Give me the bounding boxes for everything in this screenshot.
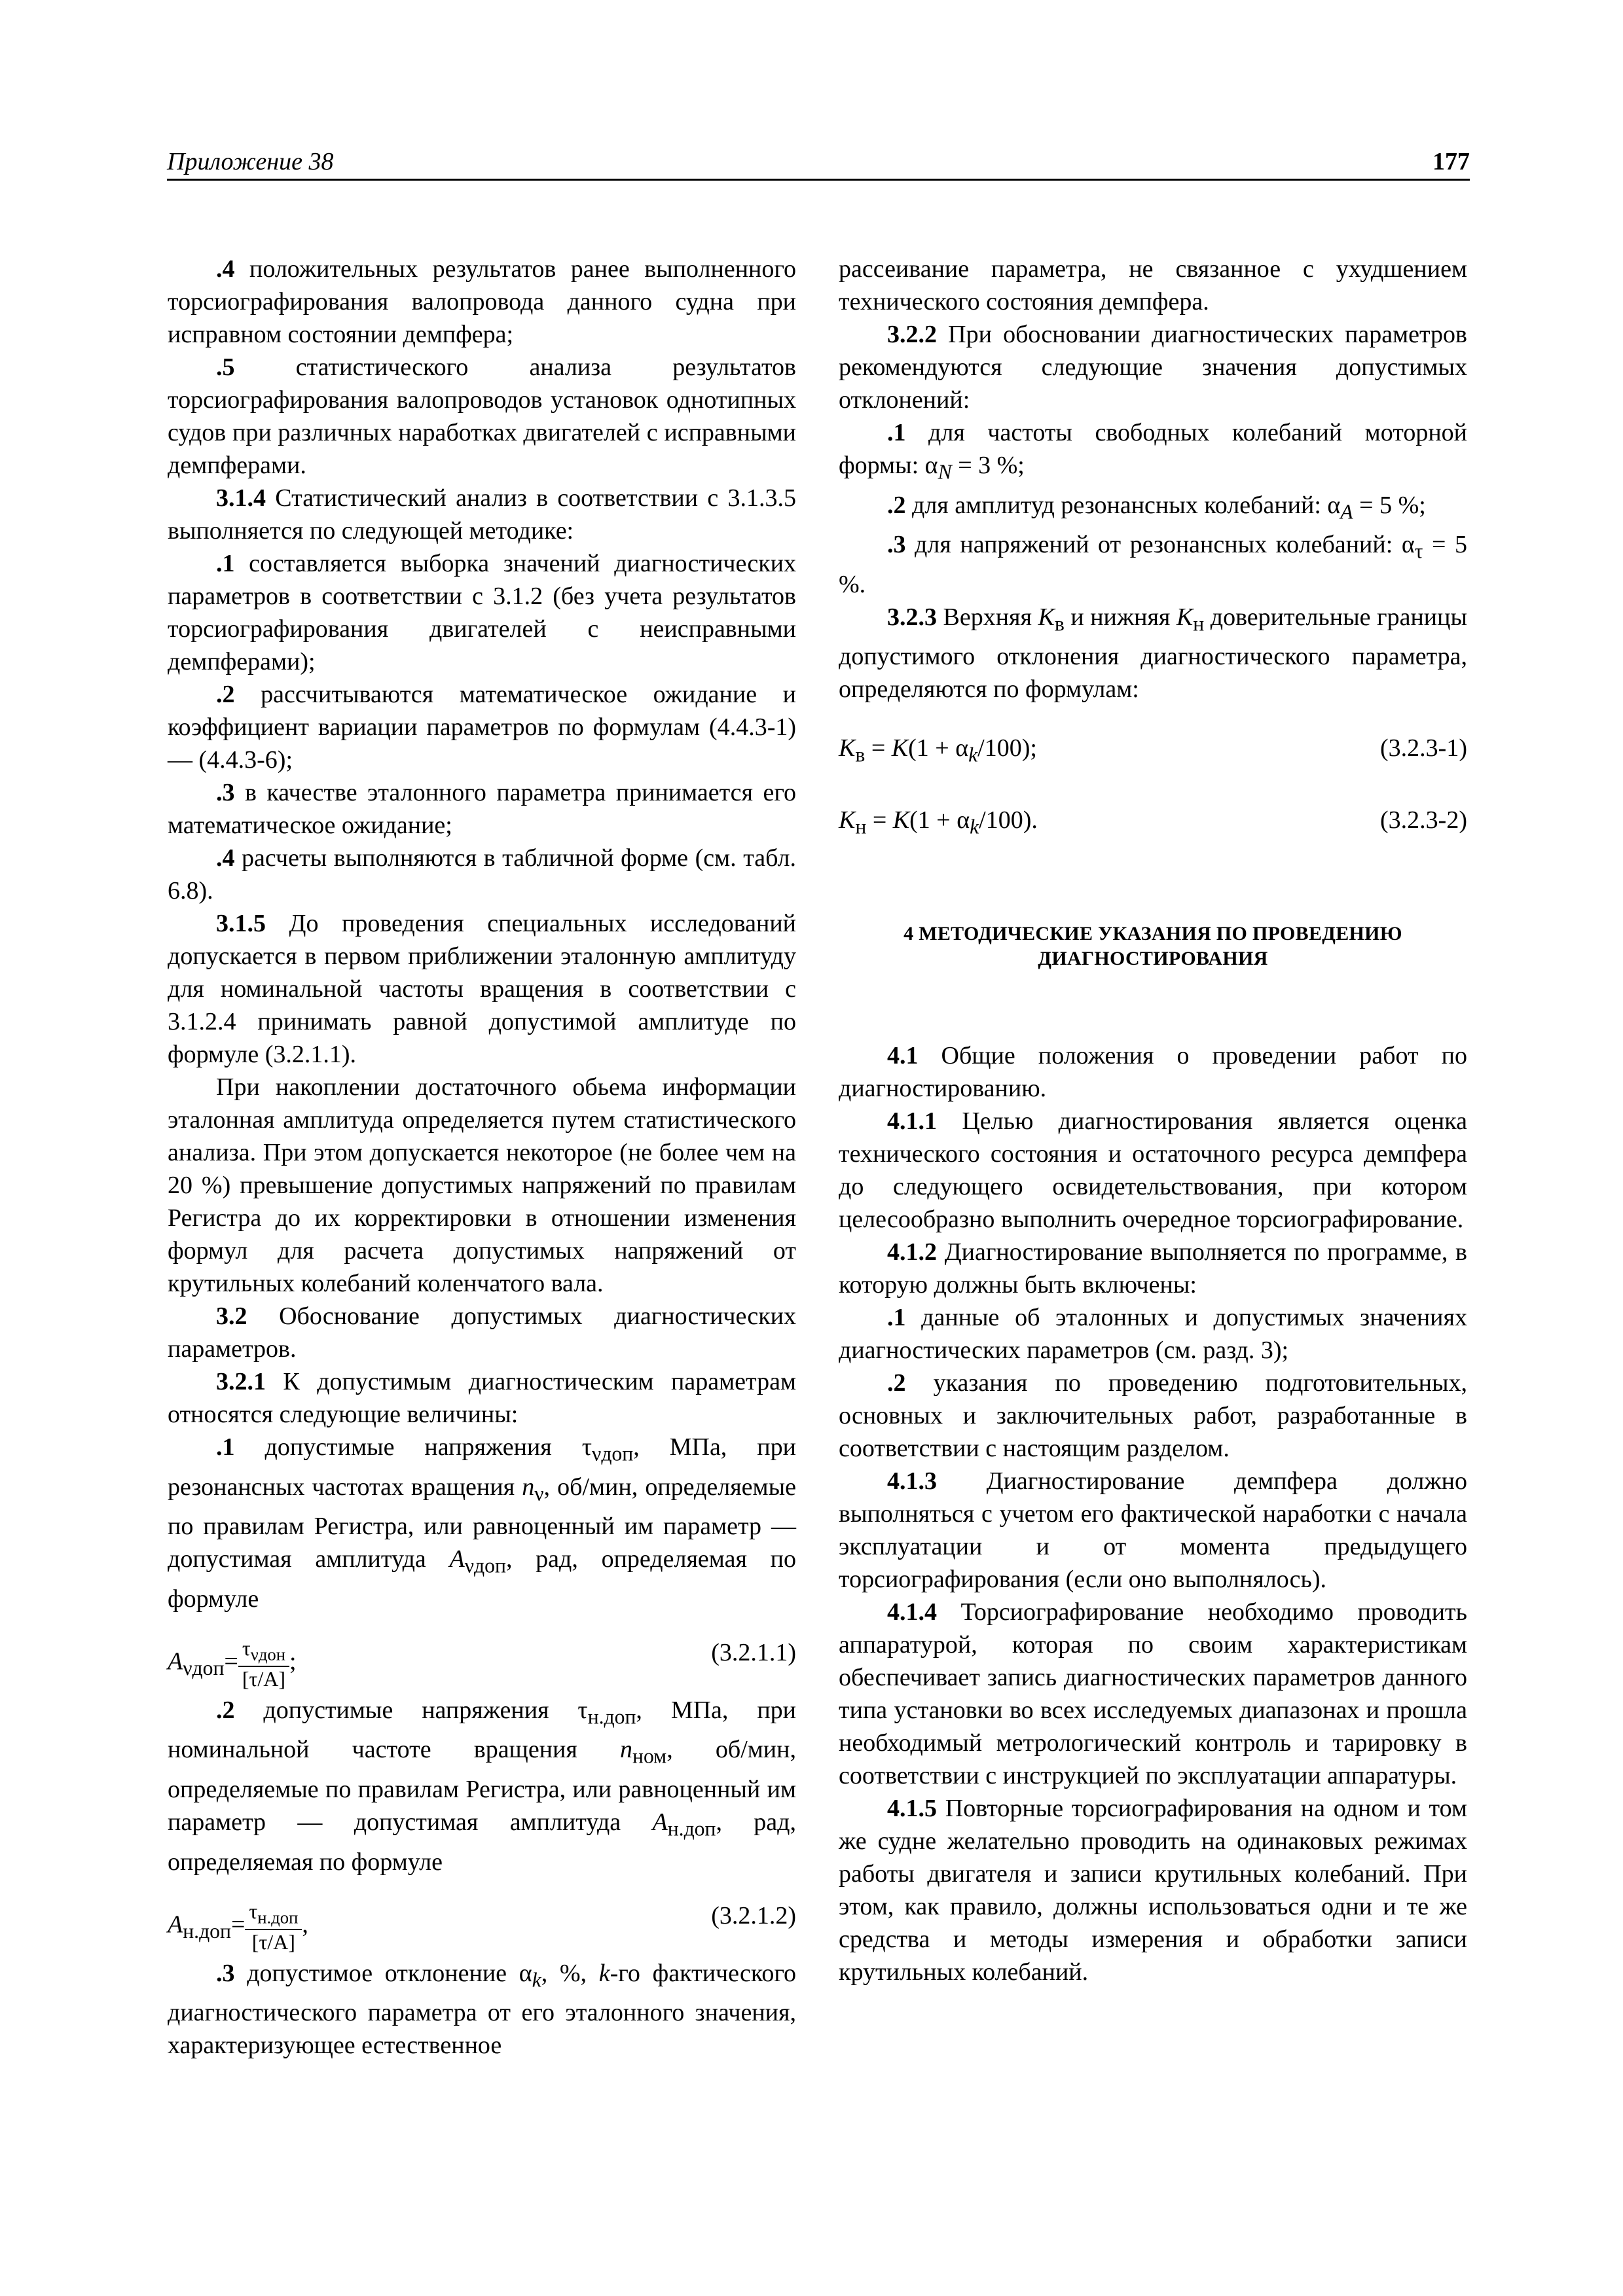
paragraph: 4.1.2 Диагностирование выполняется по программе, в которую должны быть включены: [839,1238,1467,1299]
paragraph: .1 составляется выборка значений диагностических параметров в соответствии с 3.1.2 (без учета результатов торсиографирования двигателей с неисправными демпферами); [168,550,796,675]
paragraph: 3.2.3 Верхняя $K_в$ и нижняя $K_н$ доверительные границы допустимого отклонения диагностического параметра, определяются по формулам: [839,603,1467,704]
paragraph: 3.2.2 При обосновании диагностических параметров рекомендуются следующие значения допустимых отклонений: [839,321,1467,414]
paragraph: .1 данные об эталонных и допустимых значениях диагностических параметров (см. разд. 3); [839,1304,1467,1365]
formula-number: (3.2.1.2) [711,1901,796,1929]
paragraph: .1 для частоты свободных колебаний моторной формы: $\alpha_N = 3$ %; [839,419,1467,484]
paragraph: 4.1 Общие положения о проведении работ по диагностированию. [839,1042,1467,1103]
paragraph: .3 в качестве эталонного параметра принимается его математическое ожидание; [168,779,796,839]
formula-3-2-1-2: $A_{н.доп}=$ $\frac{\tau_{н.доп}}{[\tau/A]}$ , (3.2.1.2) [168,1899,796,1954]
paragraph: 3.1.4 Статистический анализ в соответствии с 3.1.3.5 выполняется по следующей методике: [168,484,796,545]
paragraph: рассеивание параметра, не связанное с ухудшением технического состояния демпфера. [839,255,1467,315]
paragraph: 3.2.1 К допустимым диагностическим параметрам относятся следующие величины: [168,1368,796,1428]
paragraph: .3 для напряжений от резонансных колебаний: $\alpha_\tau = 5$ %. [839,531,1467,598]
paragraph: 4.1.4 Торсиографирование необходимо проводить аппаратурой, которая по своим характеристикам обеспечивает запись диагностических параметров данного типа установки во всех исследуемых диапазонах и прошла необходимый метрологический контроль и тарировку в соответствии с инструкцией по эксплуатации аппаратуры. [839,1598,1467,1790]
paragraph: .3 допустимое отклонение $\alpha_k$, %, k-го фактического диагностического параметра от его эталонного значения, характеризующее естественное [168,1959,796,2060]
formula-number: (3.2.3-1) [1380,734,1467,762]
paragraph: .2 рассчитываются математическое ожидание и коэффициент вариации параметров по формулам (4.4.3-1) — (4.4.3-6); [168,681,796,774]
formula-number: (3.2.3-2) [1380,806,1467,834]
formula-3-2-3-1: $K_в = K(1 + \alpha_k/100)$; (3.2.3-1) [839,725,1467,771]
formula-number: (3.2.1.1) [711,1638,796,1666]
page-header [167,145,1470,178]
paragraph: .4 расчеты выполняются в табличной форме (см. табл. 6.8). [168,844,796,905]
page-number: 177 [1432,148,1470,175]
paragraph: 4.1.1 Целью диагностирования является оценка технического состояния и остаточного ресурса демпфера до следующего освидетельствования, при котором целесообразно выполнить очередное торсиографирование. [839,1107,1467,1234]
paragraph: 3.1.5 До проведения специальных исследований допускается в первом приближении эталонную амплитуду для номинальной частоты вращения в соответствии с 3.1.2.4 принимать равной допустимой амплитуде по формуле (3.2.1.1). [168,910,796,1068]
paragraph: .4 положительных результатов ранее выполненного торсиографирования валопровода данного судна при исправном состоянии демпфера; [168,255,796,348]
running-title: Приложение 38 [167,148,334,175]
paragraph: 4.1.5 Повторные торсиографирования на одном и том же судне желательно проводить на одинаковых режимах работы двигателя и записи крутильных колебаний. При этом, как правило, должны использоваться одни и те же средства и методы измерения и обработки записи крутильных колебаний. [839,1795,1467,1986]
left-column [168,253,796,2062]
paragraph: .2 указания по проведению подготовительных, основных и заключительных работ, разработанные в соответствии с настоящим разделом. [839,1369,1467,1463]
formula-3-2-3-2: $K_н = K(1 + \alpha_k/100)$. (3.2.3-2) [839,797,1467,843]
right-column [839,253,1467,1988]
paragraph: .5 статистического анализа результатов торсиографирования валопроводов установок однотипных судов при различных наработках двигателей с исправными демпферами. [168,353,796,479]
paragraph: .2 для амплитуд резонансных колебаний: $\alpha_A = 5$ %; [887,491,1426,524]
paragraph: 4.1.3 Диагностирование демпфера должно выполняться с учетом его фактической наработки с начала эксплуатации и от момента предыдущего торсиографирования (если оно выполнялось). [839,1467,1467,1594]
header-rule [167,179,1470,181]
section-title: 4 МЕТОДИЧЕСКИЕ УКАЗАНИЯ ПО ПРОВЕДЕНИЮ ДИАГНОСТИРОВАНИЯ [903,923,1402,970]
paragraph: .2 допустимые напряжения $\tau_{н.доп}$, МПа, при номинальной частоте вращения $n_{ном}$, об/мин, определяемые по правилам Регистра, или равноценный им параметр — допустимая амплитуда $A_{н.доп}$, рад, определяемая по формуле [168,1696,796,1876]
paragraph: .1 допустимые напряжения $\tau_{\nu доп}$, МПа, при резонансных частотах вращения $n_\nu$, об/мин, определяемые по правилам Регистра, или равноценный им параметр — допустимая амплитуда $A_{\nu доп}$, рад, определяемая по формуле [168,1433,796,1613]
paragraph: 3.2 Обоснование допустимых диагностических параметров. [168,1302,796,1363]
formula-3-2-1-1: $A_{\nu доп}=$ $\frac{\tau_{\nu дон}}{[\tau/A]}$ ; (3.2.1.1) [168,1636,796,1691]
paragraph: При накоплении достаточного обьема информации эталонная амплитуда определяется путем статистического анализа. При этом допускается некоторое (не более чем на 20 %) превышение допустимых напряжений по правилам Регистра до их корректировки в отношении изменения формул для расчета допустимых напряжений от крутильных колебаний коленчатого вала. [168,1073,796,1297]
